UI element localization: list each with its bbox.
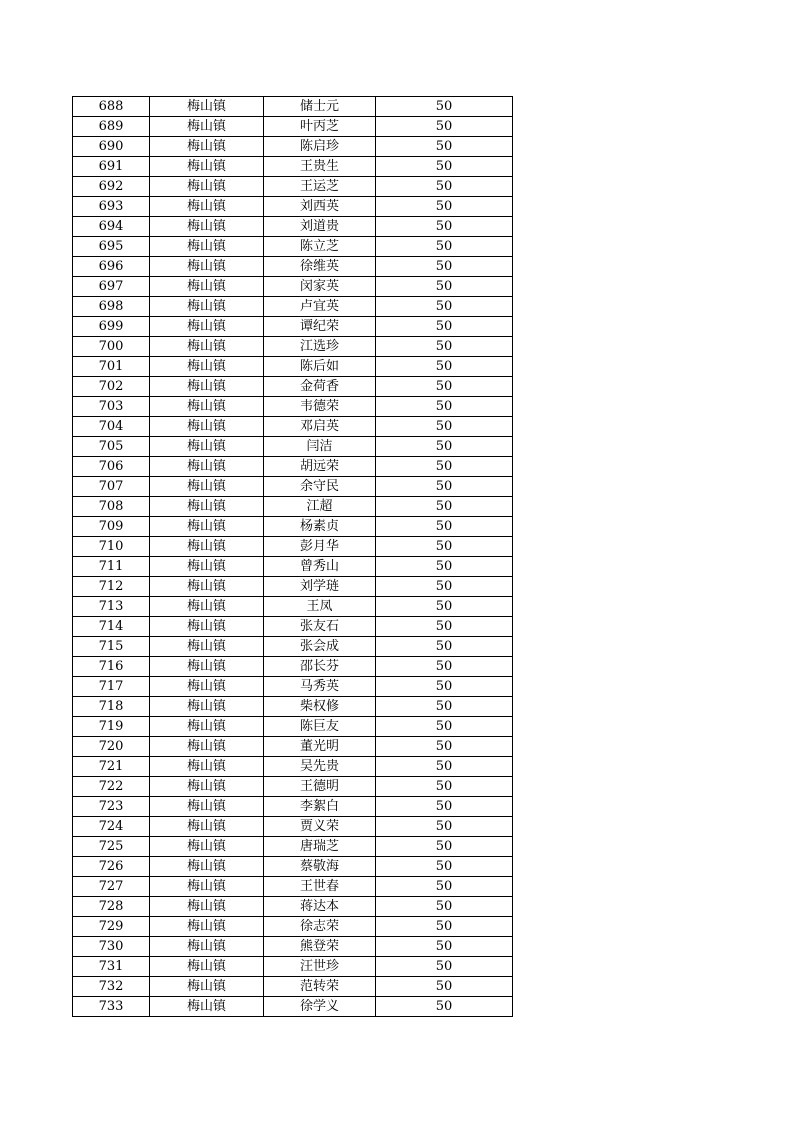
table-row [73,597,513,617]
amount-cell: 50 [376,657,513,677]
table-row [73,417,513,437]
town-cell: 梅山镇 [150,517,264,537]
table-row [73,137,513,157]
person-name-cell: 吴先贵 [264,757,376,777]
person-name-cell: 江超 [264,497,376,517]
amount-cell: 50 [376,797,513,817]
amount-cell: 50 [376,117,513,137]
town-cell: 梅山镇 [150,997,264,1017]
amount-cell: 50 [376,97,513,117]
person-name-cell: 陈立芝 [264,237,376,257]
town-cell: 梅山镇 [150,197,264,217]
amount-cell: 50 [376,537,513,557]
amount-cell: 50 [376,697,513,717]
town-cell: 梅山镇 [150,297,264,317]
amount-cell: 50 [376,777,513,797]
person-name-cell: 王德明 [264,777,376,797]
person-name-cell: 王贵生 [264,157,376,177]
row-number-cell: 716 [73,657,150,677]
person-name-cell: 范转荣 [264,977,376,997]
row-number-cell: 701 [73,357,150,377]
amount-cell: 50 [376,137,513,157]
town-cell: 梅山镇 [150,677,264,697]
row-number-cell: 692 [73,177,150,197]
town-cell: 梅山镇 [150,437,264,457]
person-name-cell: 余守民 [264,477,376,497]
amount-cell: 50 [376,757,513,777]
table-row [73,197,513,217]
row-number-cell: 727 [73,877,150,897]
row-number-cell: 711 [73,557,150,577]
person-name-cell: 韦德荣 [264,397,376,417]
amount-cell: 50 [376,237,513,257]
person-name-cell: 李絮白 [264,797,376,817]
person-name-cell: 闫洁 [264,437,376,457]
person-name-cell: 胡远荣 [264,457,376,477]
row-number-cell: 712 [73,577,150,597]
person-name-cell: 徐志荣 [264,917,376,937]
table-row [73,257,513,277]
person-name-cell: 彭月华 [264,537,376,557]
row-number-cell: 707 [73,477,150,497]
town-cell: 梅山镇 [150,937,264,957]
town-cell: 梅山镇 [150,817,264,837]
table-row [73,817,513,837]
table-row [73,157,513,177]
person-name-cell: 刘西英 [264,197,376,217]
table-row [73,577,513,597]
row-number-cell: 693 [73,197,150,217]
town-cell: 梅山镇 [150,617,264,637]
table-row [73,377,513,397]
town-cell: 梅山镇 [150,977,264,997]
person-name-cell: 徐维英 [264,257,376,277]
table-row [73,857,513,877]
person-name-cell: 马秀英 [264,677,376,697]
row-number-cell: 732 [73,977,150,997]
amount-cell: 50 [376,577,513,597]
town-cell: 梅山镇 [150,577,264,597]
town-cell: 梅山镇 [150,897,264,917]
town-cell: 梅山镇 [150,497,264,517]
town-cell: 梅山镇 [150,217,264,237]
row-number-cell: 708 [73,497,150,517]
person-name-cell: 张友石 [264,617,376,637]
amount-cell: 50 [376,217,513,237]
table-row [73,917,513,937]
amount-cell: 50 [376,597,513,617]
town-cell: 梅山镇 [150,917,264,937]
table-row [73,677,513,697]
person-name-cell: 蔡敬海 [264,857,376,877]
town-cell: 梅山镇 [150,157,264,177]
row-number-cell: 710 [73,537,150,557]
town-cell: 梅山镇 [150,737,264,757]
person-name-cell: 董光明 [264,737,376,757]
row-number-cell: 695 [73,237,150,257]
table-row [73,177,513,197]
row-number-cell: 713 [73,597,150,617]
person-name-cell: 杨素贞 [264,517,376,537]
row-number-cell: 720 [73,737,150,757]
row-number-cell: 717 [73,677,150,697]
row-number-cell: 690 [73,137,150,157]
town-cell: 梅山镇 [150,837,264,857]
person-name-cell: 汪世珍 [264,957,376,977]
amount-cell: 50 [376,877,513,897]
amount-cell: 50 [376,617,513,637]
row-number-cell: 696 [73,257,150,277]
amount-cell: 50 [376,957,513,977]
table-row [73,997,513,1017]
row-number-cell: 724 [73,817,150,837]
person-name-cell: 卢宜英 [264,297,376,317]
row-number-cell: 694 [73,217,150,237]
town-cell: 梅山镇 [150,477,264,497]
amount-cell: 50 [376,457,513,477]
row-number-cell: 700 [73,337,150,357]
table-row [73,297,513,317]
row-number-cell: 714 [73,617,150,637]
table-row [73,637,513,657]
row-number-cell: 697 [73,277,150,297]
amount-cell: 50 [376,337,513,357]
row-number-cell: 719 [73,717,150,737]
amount-cell: 50 [376,737,513,757]
table-row [73,837,513,857]
amount-cell: 50 [376,557,513,577]
amount-cell: 50 [376,417,513,437]
table-row [73,97,513,117]
town-cell: 梅山镇 [150,97,264,117]
amount-cell: 50 [376,497,513,517]
table-row [73,537,513,557]
person-name-cell: 贾义荣 [264,817,376,837]
table-row [73,477,513,497]
amount-cell: 50 [376,977,513,997]
person-name-cell: 熊登荣 [264,937,376,957]
amount-cell: 50 [376,677,513,697]
person-name-cell: 邵长芬 [264,657,376,677]
amount-cell: 50 [376,377,513,397]
table-row [73,737,513,757]
row-number-cell: 703 [73,397,150,417]
amount-cell: 50 [376,197,513,217]
town-cell: 梅山镇 [150,417,264,437]
town-cell: 梅山镇 [150,377,264,397]
amount-cell: 50 [376,277,513,297]
amount-cell: 50 [376,177,513,197]
person-name-cell: 刘道贵 [264,217,376,237]
town-cell: 梅山镇 [150,177,264,197]
row-number-cell: 709 [73,517,150,537]
table-row [73,557,513,577]
amount-cell: 50 [376,157,513,177]
town-cell: 梅山镇 [150,857,264,877]
roster-table [72,96,513,1017]
row-number-cell: 688 [73,97,150,117]
person-name-cell: 柴权修 [264,697,376,717]
amount-cell: 50 [376,637,513,657]
row-number-cell: 729 [73,917,150,937]
town-cell: 梅山镇 [150,277,264,297]
row-number-cell: 722 [73,777,150,797]
table-row [73,957,513,977]
row-number-cell: 718 [73,697,150,717]
amount-cell: 50 [376,997,513,1017]
row-number-cell: 723 [73,797,150,817]
person-name-cell: 刘学琏 [264,577,376,597]
row-number-cell: 721 [73,757,150,777]
person-name-cell: 张会成 [264,637,376,657]
row-number-cell: 715 [73,637,150,657]
town-cell: 梅山镇 [150,337,264,357]
town-cell: 梅山镇 [150,717,264,737]
table-row [73,457,513,477]
town-cell: 梅山镇 [150,537,264,557]
table-row [73,337,513,357]
amount-cell: 50 [376,857,513,877]
amount-cell: 50 [376,717,513,737]
town-cell: 梅山镇 [150,637,264,657]
table-row [73,657,513,677]
town-cell: 梅山镇 [150,657,264,677]
amount-cell: 50 [376,297,513,317]
table-row [73,237,513,257]
table-row [73,697,513,717]
person-name-cell: 江选珍 [264,337,376,357]
person-name-cell: 唐瑞芝 [264,837,376,857]
row-number-cell: 730 [73,937,150,957]
amount-cell: 50 [376,437,513,457]
table-row [73,617,513,637]
amount-cell: 50 [376,897,513,917]
town-cell: 梅山镇 [150,757,264,777]
row-number-cell: 706 [73,457,150,477]
row-number-cell: 726 [73,857,150,877]
table-row [73,777,513,797]
amount-cell: 50 [376,397,513,417]
table-row [73,877,513,897]
person-name-cell: 储士元 [264,97,376,117]
town-cell: 梅山镇 [150,457,264,477]
table-row [73,317,513,337]
row-number-cell: 698 [73,297,150,317]
person-name-cell: 谭纪荣 [264,317,376,337]
row-number-cell: 691 [73,157,150,177]
table-row [73,117,513,137]
row-number-cell: 731 [73,957,150,977]
person-name-cell: 陈巨友 [264,717,376,737]
person-name-cell: 蒋达本 [264,897,376,917]
row-number-cell: 733 [73,997,150,1017]
person-name-cell: 邓启英 [264,417,376,437]
row-number-cell: 704 [73,417,150,437]
amount-cell: 50 [376,517,513,537]
amount-cell: 50 [376,837,513,857]
table-row [73,517,513,537]
table-row [73,717,513,737]
row-number-cell: 699 [73,317,150,337]
table-row [73,357,513,377]
table-row [73,217,513,237]
amount-cell: 50 [376,817,513,837]
row-number-cell: 689 [73,117,150,137]
town-cell: 梅山镇 [150,957,264,977]
table-row [73,897,513,917]
row-number-cell: 728 [73,897,150,917]
table-row [73,397,513,417]
person-name-cell: 闵家英 [264,277,376,297]
person-name-cell: 王世春 [264,877,376,897]
row-number-cell: 702 [73,377,150,397]
town-cell: 梅山镇 [150,697,264,717]
table-row [73,937,513,957]
amount-cell: 50 [376,357,513,377]
town-cell: 梅山镇 [150,257,264,277]
person-name-cell: 叶丙芝 [264,117,376,137]
person-name-cell: 曾秀山 [264,557,376,577]
table-row [73,277,513,297]
table-row [73,497,513,517]
town-cell: 梅山镇 [150,237,264,257]
table-row [73,757,513,777]
table-row [73,437,513,457]
town-cell: 梅山镇 [150,397,264,417]
town-cell: 梅山镇 [150,797,264,817]
person-name-cell: 王运芝 [264,177,376,197]
person-name-cell: 金荷香 [264,377,376,397]
town-cell: 梅山镇 [150,137,264,157]
person-name-cell: 陈后如 [264,357,376,377]
amount-cell: 50 [376,317,513,337]
town-cell: 梅山镇 [150,597,264,617]
person-name-cell: 徐学义 [264,997,376,1017]
town-cell: 梅山镇 [150,777,264,797]
amount-cell: 50 [376,257,513,277]
table-row [73,977,513,997]
town-cell: 梅山镇 [150,557,264,577]
table-row [73,797,513,817]
amount-cell: 50 [376,477,513,497]
amount-cell: 50 [376,937,513,957]
amount-cell: 50 [376,917,513,937]
town-cell: 梅山镇 [150,877,264,897]
row-number-cell: 705 [73,437,150,457]
row-number-cell: 725 [73,837,150,857]
person-name-cell: 陈启珍 [264,137,376,157]
person-name-cell: 王凤 [264,597,376,617]
town-cell: 梅山镇 [150,117,264,137]
town-cell: 梅山镇 [150,357,264,377]
roster-table-body [73,97,513,1017]
town-cell: 梅山镇 [150,317,264,337]
